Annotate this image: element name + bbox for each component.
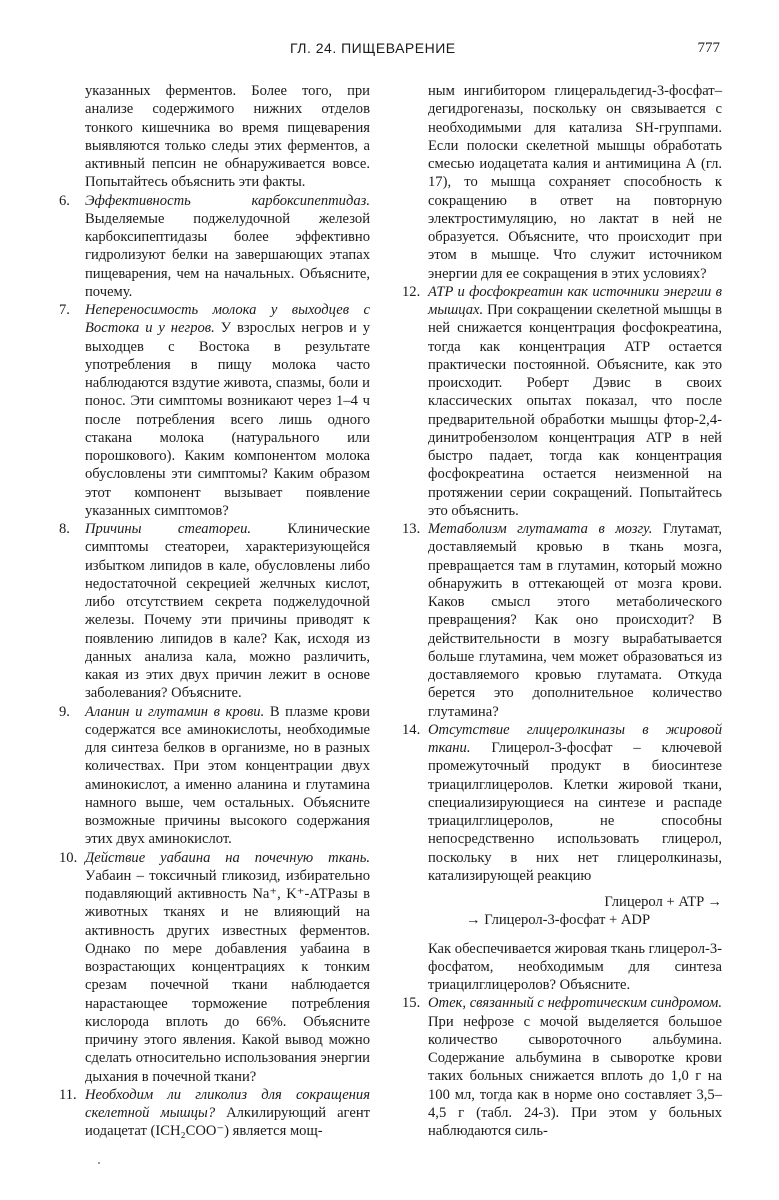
problem-8 xyxy=(59,520,370,703)
problem-title: Действие уабаина на почечную ткань. xyxy=(85,849,370,866)
problem-text: Алкилирующий агент иодацетат (ICH₂COO⁻) является мощ- xyxy=(85,1105,371,1140)
problem-number: 12. xyxy=(402,283,421,300)
page-number: 777 xyxy=(697,40,720,56)
problem-title: Метаболизм глутамата в мозгу. xyxy=(428,521,653,537)
problem-title: Отсутствие глицеролкиназы в жировой ткани. xyxy=(428,721,722,756)
problem-number: 13. xyxy=(402,521,421,537)
problem-number: 8. xyxy=(59,521,70,537)
problem-title: ATP и фосфокреатин как источники энергии в мышцах. xyxy=(428,283,722,318)
problem-number: 7. xyxy=(59,302,70,318)
problem-7 xyxy=(59,301,370,520)
problem-number: 11. xyxy=(59,1086,77,1103)
problem-10 xyxy=(59,849,370,1086)
problem-13 xyxy=(402,520,722,721)
problem-text: При нефрозе с мочой выделяется большое количество сывороточного альбумина. Содержание альбумина в сыворотке крови таких больных снижается вплоть до 1,0 г на 100 мл, тогда как в норме оно составляет 3,5–4,5 г (табл. 24-3). При этом у больных наблюдаются силь- xyxy=(428,1013,722,1139)
left-column xyxy=(59,82,370,1141)
problem-11 xyxy=(59,1086,370,1141)
problem-text: Клинические симптомы стеатореи, характеризующейся избытком липидов в кале, обусловлены либо недостаточной секрецией желчных кислот, либо отсутствием секрета поджелудочной железы. Почему эти причины приводят к появлению липидов в кале? Как, исходя из данных анализа кала, можно различить, какая из этих двух причин лежит в основе заболевания? Объясните. xyxy=(85,521,370,702)
problem-number: 9. xyxy=(59,703,70,720)
problem-title: Причины стеатореи. xyxy=(85,521,252,537)
equation-line-1: Глицерол + ATP → xyxy=(604,894,722,910)
problem-number: 10. xyxy=(59,849,78,866)
problem-text-continued: Как обеспечивается жировая ткань глицерол-3-фосфатом, необходимым для синтеза триацилглицеролов? Объясните. xyxy=(428,940,722,993)
problem-9 xyxy=(59,703,370,849)
problem-title: Аланин и глутамин в крови. xyxy=(85,703,265,720)
problem-14 xyxy=(402,721,722,885)
problem-text: При сокращении скелетной мышцы в ней снижается концентрация фосфокреатина, тогда как концентрация ATP остается практически постоянной. Объясните, как это происходит. Роберт Дэвис в своих классических опытах показал, что после предварительной обработки мышцы фтор-2,4-динитробензолом концентрация ATP в ней быстро падает, тогда как концентрация фосфокреатина остается неизменной на протяжении серии сокращений. Попытайтесь это объяснить. xyxy=(428,302,722,519)
page-header xyxy=(60,40,720,62)
problem-text: У взрослых негров и у выходцев с Востока в результате употребления в пищу молока часто наблюдаются вздутие живота, спазмы, боли и понос. Эти симптомы возникают через 1–4 ч после потребления всего лишь одного стакана молока (натурального или порошкового). Каким компонентом молока обусловлены эти симптомы? Каким образом этот компонент вызывает появление указанных симптомов? xyxy=(85,320,371,519)
problem-text: Уабаин – токсичный гликозид, избирательно подавляющий активность Na⁺, K⁺-АТРазы в животных тканях и не влияющий на активность других известных ферментов. Однако по мере добавления уабаина в возрастающих концентрациях к тонким срезам почечной ткани наблюдается нарастающее торможение потребления кислорода вплоть до 66%. Объясните причину этого явления. Какой вывод можно сделать относительно использования энергии дыхания в почечной ткани? xyxy=(85,867,370,1085)
continued-paragraph: ным ингибитором глицеральдегид-3-фосфат–дегидрогеназы, поскольку он связывается с необходимыми для катализа SH-группами. Если полоски скелетной мышцы обработать смесью иодацетата калия и антимицина А (гл. 17), то мышца сохраняет способность к сокращению в ответ на повторную электростимуляцию, но лактат в ней не образуется. Объясните, что происходит при этом в мышце. Что служит источником энергии для ее сокращения в этих условиях? xyxy=(428,83,722,282)
problem-title: Отек, связанный с нефротическим синдромом. xyxy=(428,995,722,1012)
running-title: ГЛ. 24. ПИЩЕВАРЕНИЕ xyxy=(290,40,456,56)
problem-title: Эффективность карбоксипептидаз. xyxy=(85,192,370,209)
problem-text: Выделяемые поджелудочной железой карбоксипептидазы более эффективно гидролизуют белки на завершающих этапах пищеварения, чем на начальных. Объясните, почему. xyxy=(85,210,370,300)
problem-text: В плазме крови содержатся все аминокислоты, необходимые для синтеза белков в организме, но в разных количествах. При этом концентрации двух аминокислот, а именно аланина и глутамина намного выше, чем остальных. Объясните возможные причины высокого содержания этих двух аминокислот. xyxy=(85,703,370,848)
scan-speck xyxy=(98,1162,100,1164)
continued-paragraph: указанных ферментов. Более того, при анализе содержимого нижних отделов тонкого кишечника во время пищеварения выявляются только следы этих ферментов, а активный пепсин не обнаруживается вовсе. Попытайтесь объяснить эти факты. xyxy=(85,83,370,191)
problem-15 xyxy=(402,994,722,1140)
problem-text: Глутамат, доставляемый кровью в ткань мозга, превращается там в глутамин, который можно обнаружить в оттекающей от мозга крови. Каков смысл этого метаболического превращения? Как оно происходит? В действительности в мозгу вырабатывается больше глутамина, чем может образоваться из доставляемого кровью глутамата. Откуда берется это дополнительное количество глутамина? xyxy=(428,521,722,720)
problem-number: 14. xyxy=(402,721,421,738)
reaction-equation xyxy=(402,893,722,930)
problem-12 xyxy=(402,283,722,520)
equation-line-2: → Глицерол-3-фосфат + ADP xyxy=(466,912,651,929)
problem-title: Непереносимость молока у выходцев с Востока и у негров. xyxy=(85,302,370,337)
problem-title: Необходим ли гликолиз для сокращения скелетной мышцы? xyxy=(85,1086,370,1121)
problem-text: Глицерол-3-фосфат – ключевой промежуточный продукт в биосинтезе триацилглицеролов. Клетки жировой ткани, специализирующиеся на синтезе и распаде триацилглицеролов, не способны непосредственно использовать глицерол, поскольку в них нет глицеролкиназы, катализирующей реакцию xyxy=(428,740,722,884)
problem-number: 15. xyxy=(402,995,421,1012)
problem-number: 6. xyxy=(59,192,70,209)
problem-6 xyxy=(59,192,370,302)
right-column xyxy=(402,82,722,1140)
